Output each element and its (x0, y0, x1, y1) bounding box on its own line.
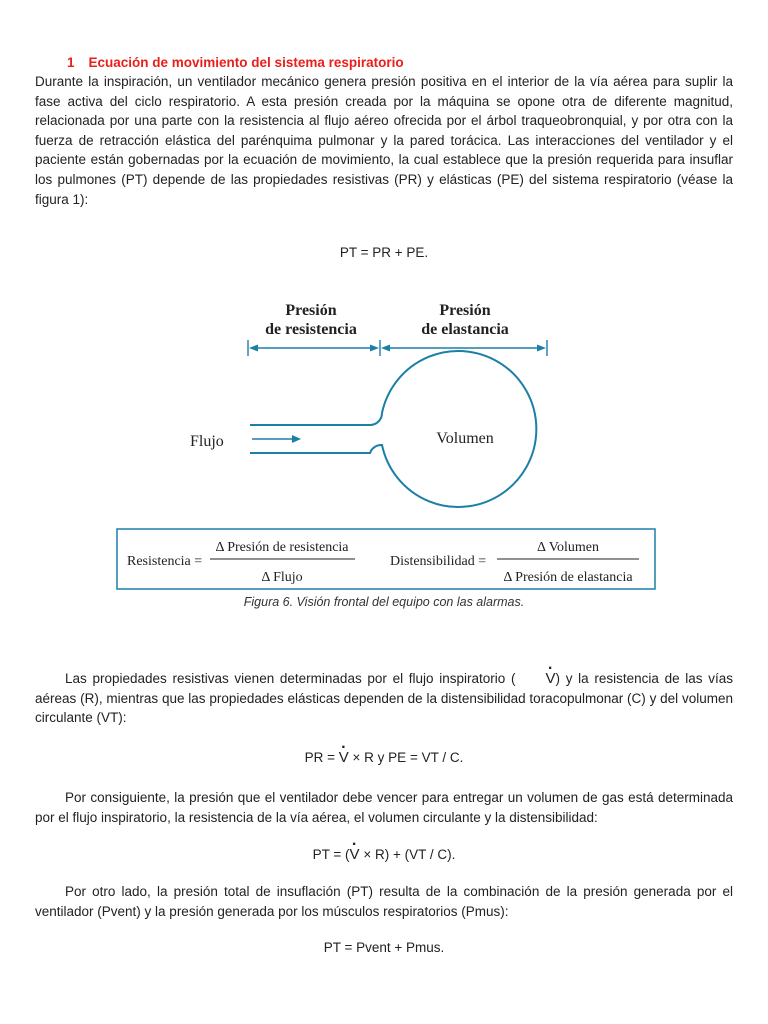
paragraph-intro: Durante la inspiración, un ventilador mecánico genera presión positiva en el interior de la vía aérea para suplir la fase activa del ciclo respiratorio. A esta presión creada por la máquina se opone otra de diferente magnitud, relacionada por una parte con la resistencia al flujo aéreo ofrecida por el árbol traqueobronquial, y por otra con la fuerza de retracción elástica del parénquima pulmonar y la pared torácica. Las interacciones del ventilador y el paciente están gobernadas por la ecuación de movimiento, la cual establece que la presión requerida para insuflar los pulmones (PT) depende de las propiedades resistivas (PR) y elásticas (PE) del sistema respiratorio (véase la figura 1): (35, 74, 733, 207)
section-heading (67, 55, 404, 70)
v-dot-symbol: · V (350, 846, 360, 863)
formula-compliance-den: Δ Presión de elastancia (503, 570, 633, 585)
label-volume: Volumen (436, 430, 494, 447)
paragraph-total-pressure: Por otro lado, la presión total de insuflación (PT) resulta de la combinación de la presión generada por el ventilador (Pvent) y la presión generada por los músculos respiratorios (Pmus): (35, 884, 733, 919)
flow-arrow (252, 435, 301, 443)
eq3-suffix: × R) + (VT / C). (359, 847, 456, 862)
section-title: Ecuación de movimiento del sistema respiratorio (88, 55, 404, 70)
p2-text-after: ) y la resistencia de las vías aéreas (R), mientras que las propiedades elásticas dependen de la distensibilidad toracopulmonar (C) y del volumen circulante (VT): (35, 671, 734, 726)
label-resistance-line1: Presión (285, 302, 337, 319)
v-dot-symbol: · V (339, 749, 349, 766)
label-elastance-line2: de elastancia (421, 321, 509, 338)
equation-pt-pvent-pmus: PT = Pvent + Pmus. (323, 940, 445, 955)
eq3-prefix: PT = ( (312, 847, 350, 862)
formula-compliance-name: Distensibilidad = (390, 554, 487, 569)
equation-pr-pe (0, 749, 768, 766)
formula-resistance-den: Δ Flujo (261, 570, 303, 585)
formula-resistance-num: Δ Presión de resistencia (215, 540, 349, 555)
v-dot-symbol: · V (516, 669, 556, 689)
equation-pt: PT = PR + PE. (339, 245, 429, 260)
label-resistance-line2: de resistencia (265, 321, 357, 338)
p2-text-before: Las propiedades resistivas vienen determinadas por el flujo inspiratorio ( (65, 671, 516, 686)
airway-alveolus-shape (248, 351, 536, 507)
equation-pt-expanded (0, 846, 768, 863)
paragraph-properties (35, 669, 733, 728)
label-flow: Flujo (190, 433, 224, 450)
section-number: 1 (67, 55, 75, 70)
label-elastance-line1: Presión (439, 302, 491, 319)
figure-caption: Figura 6. Visión frontal del equipo con las alarmas. (243, 595, 525, 609)
eq2-suffix: × R y PE = VT / C. (348, 750, 464, 765)
paragraph-consequence: Por consiguiente, la presión que el ventilador debe vencer para entregar un volumen de gas está determinada por el flujo inspiratorio, la resistencia de la vía aérea, el volumen circulante y la distensibilidad: (35, 790, 733, 825)
eq2-prefix: PR = (304, 750, 339, 765)
dimension-arrows (248, 340, 547, 356)
respiratory-diagram (115, 295, 660, 595)
formula-resistance-name: Resistencia = (127, 554, 203, 569)
formula-compliance-num: Δ Volumen (536, 540, 600, 555)
